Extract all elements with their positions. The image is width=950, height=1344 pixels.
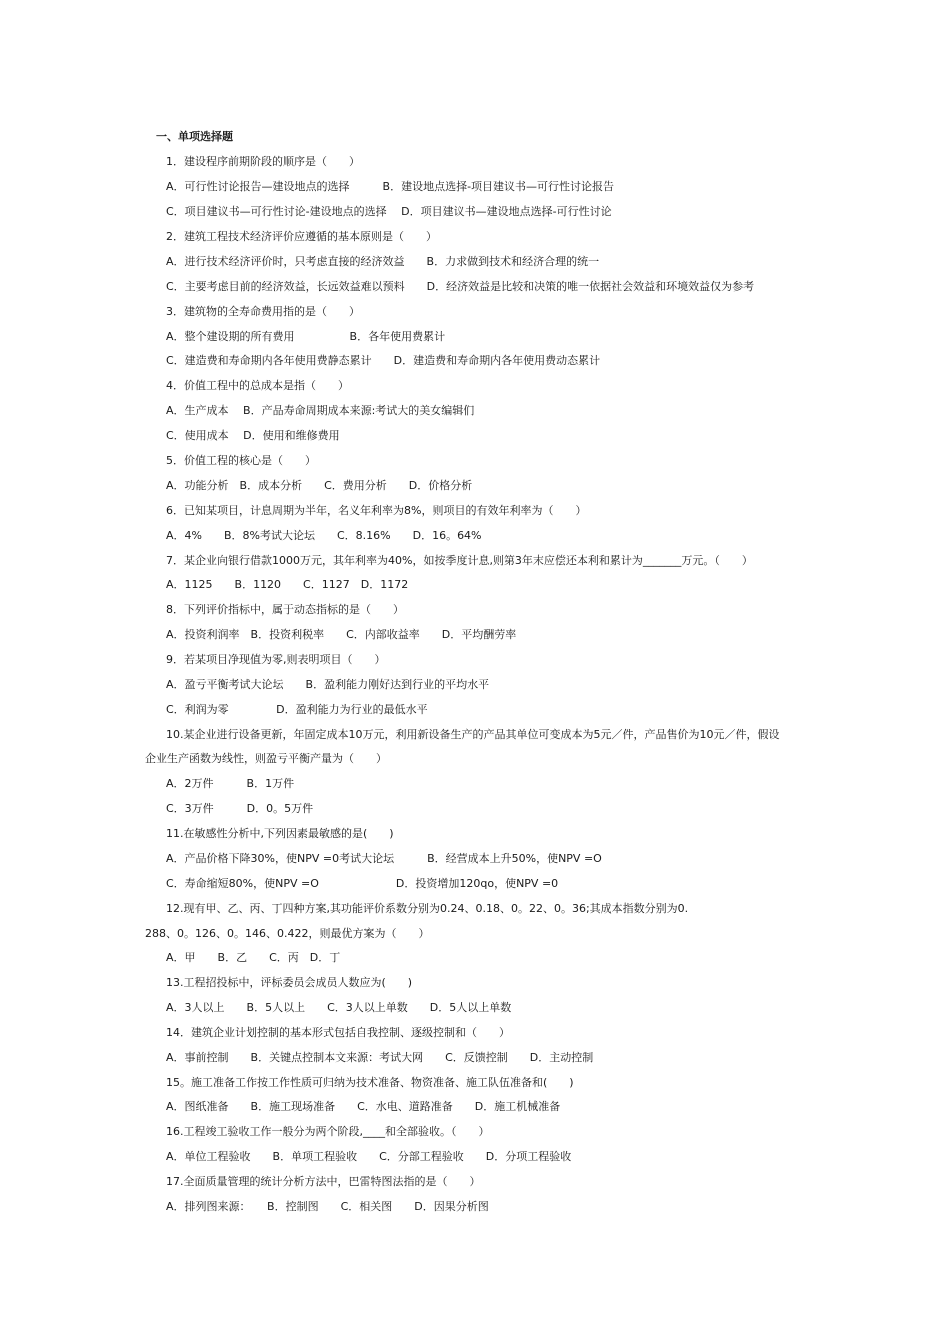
- question-15: 15。施工准备工作按工作性质可归纳为技术准备、物资准备、施工队伍准备和( ): [166, 1076, 574, 1089]
- question-13: 13.工程招投标中，评标委员会成员人数应为( ): [166, 976, 413, 989]
- question-8-options: A．投资利润率 B．投资利税率 C．内部收益率 D．平均酬劳率: [166, 628, 517, 641]
- question-11: 11.在敏感性分析中,下列因素最敏感的是( ): [166, 827, 394, 840]
- question-12-options: A．甲 B．乙 C．丙 D．丁: [166, 951, 341, 964]
- question-9: 9．若某项目净现值为零,则表明项目（ ）: [166, 653, 386, 666]
- question-17-options: A．排列图来源： B．控制图 C．相关图 D．因果分析图: [166, 1200, 489, 1213]
- question-10-options-cd: C．3万件 D．0。5万件: [166, 802, 314, 815]
- question-1-options-cd: C．项目建议书—可行性讨论-建设地点的选择 D．项目建议书—建设地点选择-可行性讨论: [166, 205, 612, 218]
- question-7: 7．某企业向银行借款1000万元，其年利率为40%，如按季度计息,则第3年末应偿还本利和累计为_______万元。（ ）: [166, 554, 753, 567]
- question-11-options-cd: C．寿命缩短80%，使NPV =O D．投资增加120qo，使NPV =0: [166, 877, 559, 890]
- question-14: 14．建筑企业计划控制的基本形式包括自我控制、逐级控制和（ ）: [166, 1026, 510, 1039]
- question-6: 6．已知某项目，计息周期为半年，名义年利率为8%，则项目的有效年利率为（ ）: [166, 504, 587, 517]
- question-3-options-cd: C．建造费和寿命期内各年使用费静态累计 D．建造费和寿命期内各年使用费动态累计: [166, 354, 601, 367]
- question-12: 12.现有甲、乙、丙、丁四种方案,其功能评价系数分别为0.24、0.18、0。22、0。36;其成本指数分别为0.: [166, 902, 689, 915]
- question-15-options: A．图纸准备 B．施工现场准备 C．水电、道路准备 D．施工机械准备: [166, 1100, 561, 1113]
- question-14-options: A．事前控制 B．关键点控制本文来源：考试大网 C．反馈控制 D．主动控制: [166, 1051, 594, 1064]
- question-1-options-ab: A．可行性讨论报告—建设地点的选择 B．建设地点选择-项目建议书—可行性讨论报告: [166, 180, 615, 193]
- question-16: 16.工程竣工验收工作一般分为两个阶段,____和全部验收。（ ）: [166, 1125, 490, 1138]
- question-11-options-ab: A．产品价格下降30%，使NPV =0考试大论坛 B．经营成本上升50%，使NPV =O: [166, 852, 602, 865]
- question-16-options: A．单位工程验收 B．单项工程验收 C．分部工程验收 D．分项工程验收: [166, 1150, 572, 1163]
- question-4: 4．价值工程中的总成本是指（ ）: [166, 379, 349, 392]
- question-3: 3．建筑物的全寿命费用指的是（ ）: [166, 305, 360, 318]
- question-10: 10.某企业进行设备更新，年固定成本10万元，利用新设备生产的产品其单位可变成本为5元／件，产品售价为10元／件，假设: [166, 728, 780, 741]
- question-1: 1．建设程序前期阶段的顺序是（ ）: [166, 155, 360, 168]
- question-10-continued: 企业生产函数为线性，则盈亏平衡产量为（ ）: [145, 752, 387, 765]
- question-7-options: A．1125 B．1120 C．1127 D．1172: [166, 578, 409, 591]
- question-4-options-ab: A．生产成本 B．产品寿命周期成本来源:考试大的美女编辑们: [166, 404, 475, 417]
- question-2-options-ab: A．进行技术经济评价时，只考虑直接的经济效益 B．力求做到技术和经济合理的统一: [166, 255, 600, 268]
- question-6-options: A．4% B．8%考试大论坛 C．8.16% D．16。64%: [166, 529, 482, 542]
- question-9-options-ab: A．盈亏平衡考试大论坛 B．盈利能力刚好达到行业的平均水平: [166, 678, 490, 691]
- question-5: 5．价值工程的核心是（ ）: [166, 454, 316, 467]
- question-17: 17.全面质量管理的统计分析方法中，巴雷特图法指的是（ ）: [166, 1175, 481, 1188]
- question-9-options-cd: C．利润为零 D．盈利能力为行业的最低水平: [166, 703, 428, 716]
- question-2: 2．建筑工程技术经济评价应遵循的基本原则是（ ）: [166, 230, 437, 243]
- question-3-options-ab: A．整个建设期的所有费用 B．各年使用费累计: [166, 330, 446, 343]
- question-12-continued: 288、0。126、0。146、0.422，则最优方案为（ ）: [145, 927, 430, 940]
- question-2-options-cd: C．主要考虑目前的经济效益，长远效益难以预料 D．经济效益是比较和决策的唯一依据社会效益和环境效益仅为参考: [166, 280, 755, 293]
- question-13-options: A．3人以上 B．5人以上 C．3人以上单数 D．5人以上单数: [166, 1001, 512, 1014]
- question-10-options-ab: A．2万件 B．1万件: [166, 777, 295, 790]
- section-title: 一、单项选择题: [156, 130, 233, 143]
- question-5-options: A．功能分析 B．成本分析 C．费用分析 D．价格分析: [166, 479, 473, 492]
- question-8: 8．下列评价指标中，属于动态指标的是（ ）: [166, 603, 404, 616]
- question-4-options-cd: C．使用成本 D．使用和维修费用: [166, 429, 340, 442]
